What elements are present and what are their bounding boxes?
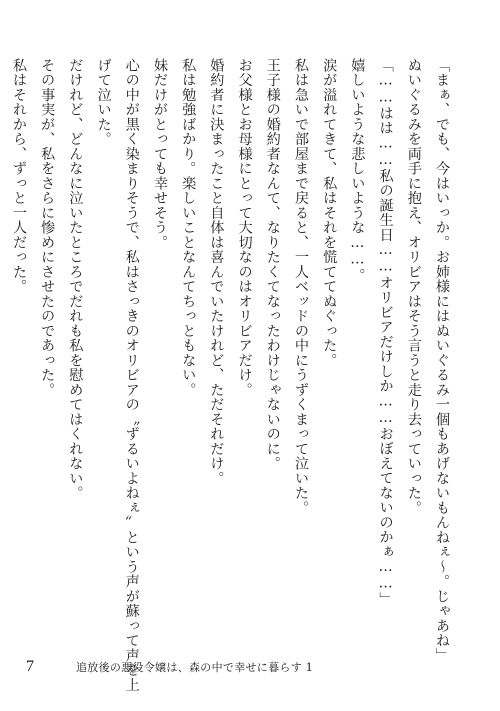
text-line: お父様とお母様にとって大切なのはオリビアだけ。 — [236, 58, 253, 398]
text-line: 心の中が黒く染まりそうで、私はさっきのオリビアの〝ずるいよねぇ〟という声が蘇って声を上 — [123, 58, 140, 693]
text-line: 王子様の婚約者なんて、なりたくてなったわけじゃないのに。 — [264, 58, 281, 471]
page-footer — [26, 658, 313, 676]
text-line: 嬉しいような悲しいような……。 — [349, 58, 366, 283]
text-line: 涙が溢れてきて、私はそれを慌ててぬぐった。 — [321, 58, 338, 368]
text-line: 私は勉強ばかり。楽しいことなんてちっともない。 — [180, 58, 197, 398]
text-line: 妹だけがとっても幸せそう。 — [151, 58, 168, 250]
text-line: 私は急いで部屋まで戻ると、一人ベッドの中にうずくまって泣いた。 — [292, 58, 309, 516]
text-line: げて泣いた。 — [95, 58, 112, 147]
text-line: 「……はは……私の誕生日……オリビアだけしか……おぼえてないのかぁ……」 — [377, 58, 394, 607]
text-line: 私はそれから、ずっと一人だった。 — [10, 58, 27, 294]
text-line — [0, 58, 5, 638]
text-line: ぬいぐるみを両手に抱え、オリビアはそう言うと走り去っていった。 — [405, 58, 422, 516]
text-line: だけれど、どんなに泣いたところでだれも私を慰めてはくれない。 — [67, 58, 84, 501]
text-line: 「まぁ、でも、今はいっか。お姉様にはぬいぐるみ一個もあげないもんねぇ〜。じゃあね」 — [434, 58, 450, 663]
running-head: 追放後の悪役令嬢は、森の中で幸せに暮らす 1 — [76, 661, 314, 674]
text-line: その事実が、私をさらに惨めにさせたのであった。 — [39, 58, 56, 398]
text-line: 婚約者に決まったこと自体は喜んでいたけれど、ただそれだけ。 — [208, 58, 225, 486]
page-number: 7 — [26, 658, 34, 675]
